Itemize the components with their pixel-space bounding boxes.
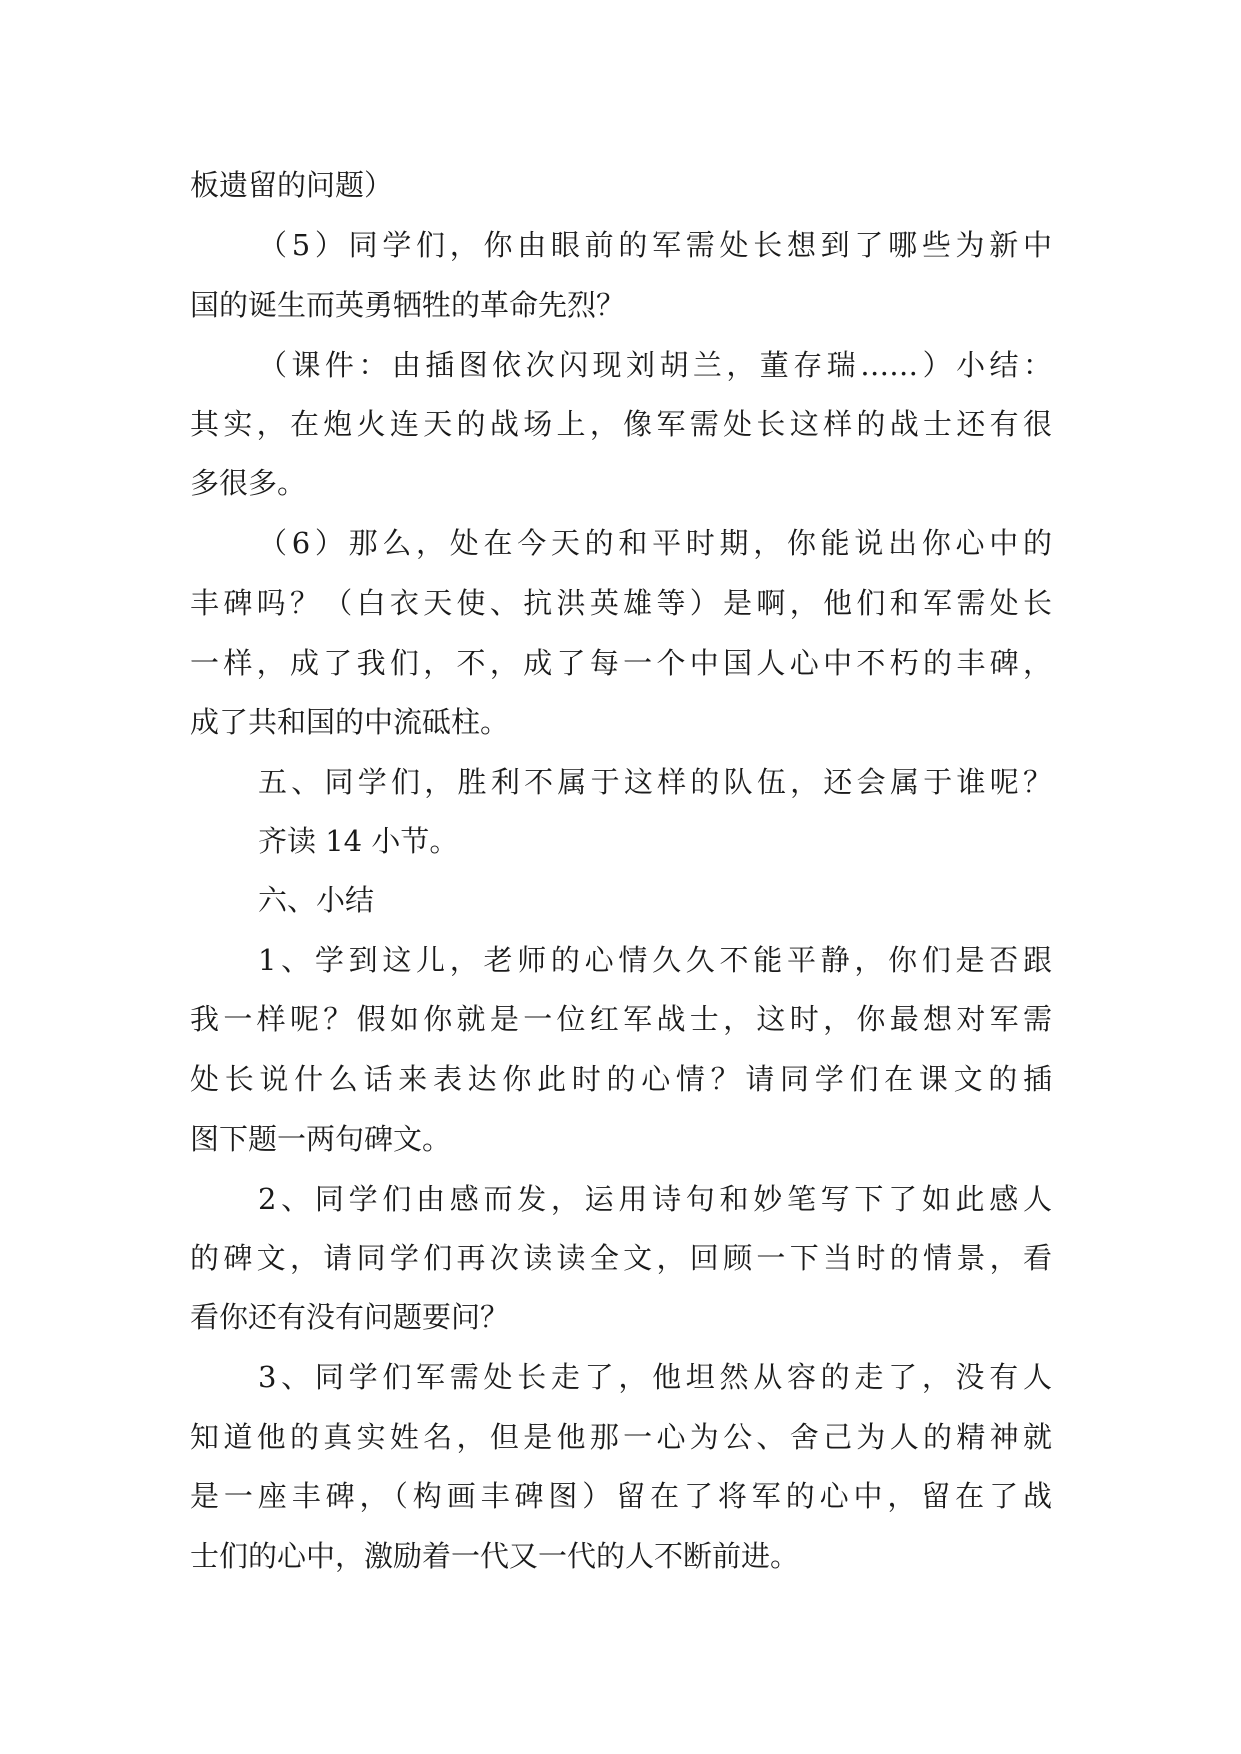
text-line: 3、同学们军需处长走了，他坦然从容的走了，没有人 bbox=[258, 1360, 1052, 1394]
text-line: 知道他的真实姓名，但是他那一心为公、舍己为人的精神就 bbox=[190, 1420, 1052, 1454]
text-line: 的碑文，请同学们再次读读全文，回顾一下当时的情景，看 bbox=[190, 1241, 1052, 1275]
text-line: 丰碑吗？（白衣天使、抗洪英雄等）是啊，他们和军需处长 bbox=[190, 586, 1052, 620]
text-line: （5）同学们，你由眼前的军需处长想到了哪些为新中 bbox=[258, 228, 1052, 262]
text-line: 2、同学们由感而发，运用诗句和妙笔写下了如此感人 bbox=[258, 1182, 1052, 1216]
text-line: 五、同学们，胜利不属于这样的队伍，还会属于谁呢？ bbox=[258, 765, 1052, 799]
text-line: （课件：由插图依次闪现刘胡兰，董存瑞……）小结： bbox=[258, 348, 1052, 382]
text-line: 其实，在炮火连天的战场上，像军需处长这样的战士还有很 bbox=[190, 407, 1052, 441]
text-line: 板遗留的问题） bbox=[190, 168, 394, 202]
text-line: 图下题一两句碑文。 bbox=[190, 1122, 452, 1156]
text-line: （6）那么，处在今天的和平时期，你能说出你心中的 bbox=[258, 526, 1052, 560]
text-line: 处长说什么话来表达你此时的心情？请同学们在课文的插 bbox=[190, 1062, 1052, 1096]
text-line: 士们的心中，激励着一代又一代的人不断前进。 bbox=[190, 1539, 800, 1573]
text-line: 我一样呢？假如你就是一位红军战士，这时，你最想对军需 bbox=[190, 1002, 1052, 1036]
text-line: 是一座丰碑，（构画丰碑图）留在了将军的心中，留在了战 bbox=[190, 1479, 1052, 1513]
text-line: 看你还有没有问题要问？ bbox=[190, 1300, 510, 1334]
text-line: 齐读 14 小节。 bbox=[258, 824, 459, 858]
text-line: 一样，成了我们，不，成了每一个中国人心中不朽的丰碑， bbox=[190, 646, 1052, 680]
text-line: 多很多。 bbox=[190, 466, 307, 500]
text-line: 国的诞生而英勇牺牲的革命先烈？ bbox=[190, 288, 626, 322]
text-line: 1、学到这儿，老师的心情久久不能平静，你们是否跟 bbox=[258, 943, 1052, 977]
section-heading: 六、小结 bbox=[258, 883, 375, 917]
text-line: 成了共和国的中流砥柱。 bbox=[190, 705, 510, 739]
